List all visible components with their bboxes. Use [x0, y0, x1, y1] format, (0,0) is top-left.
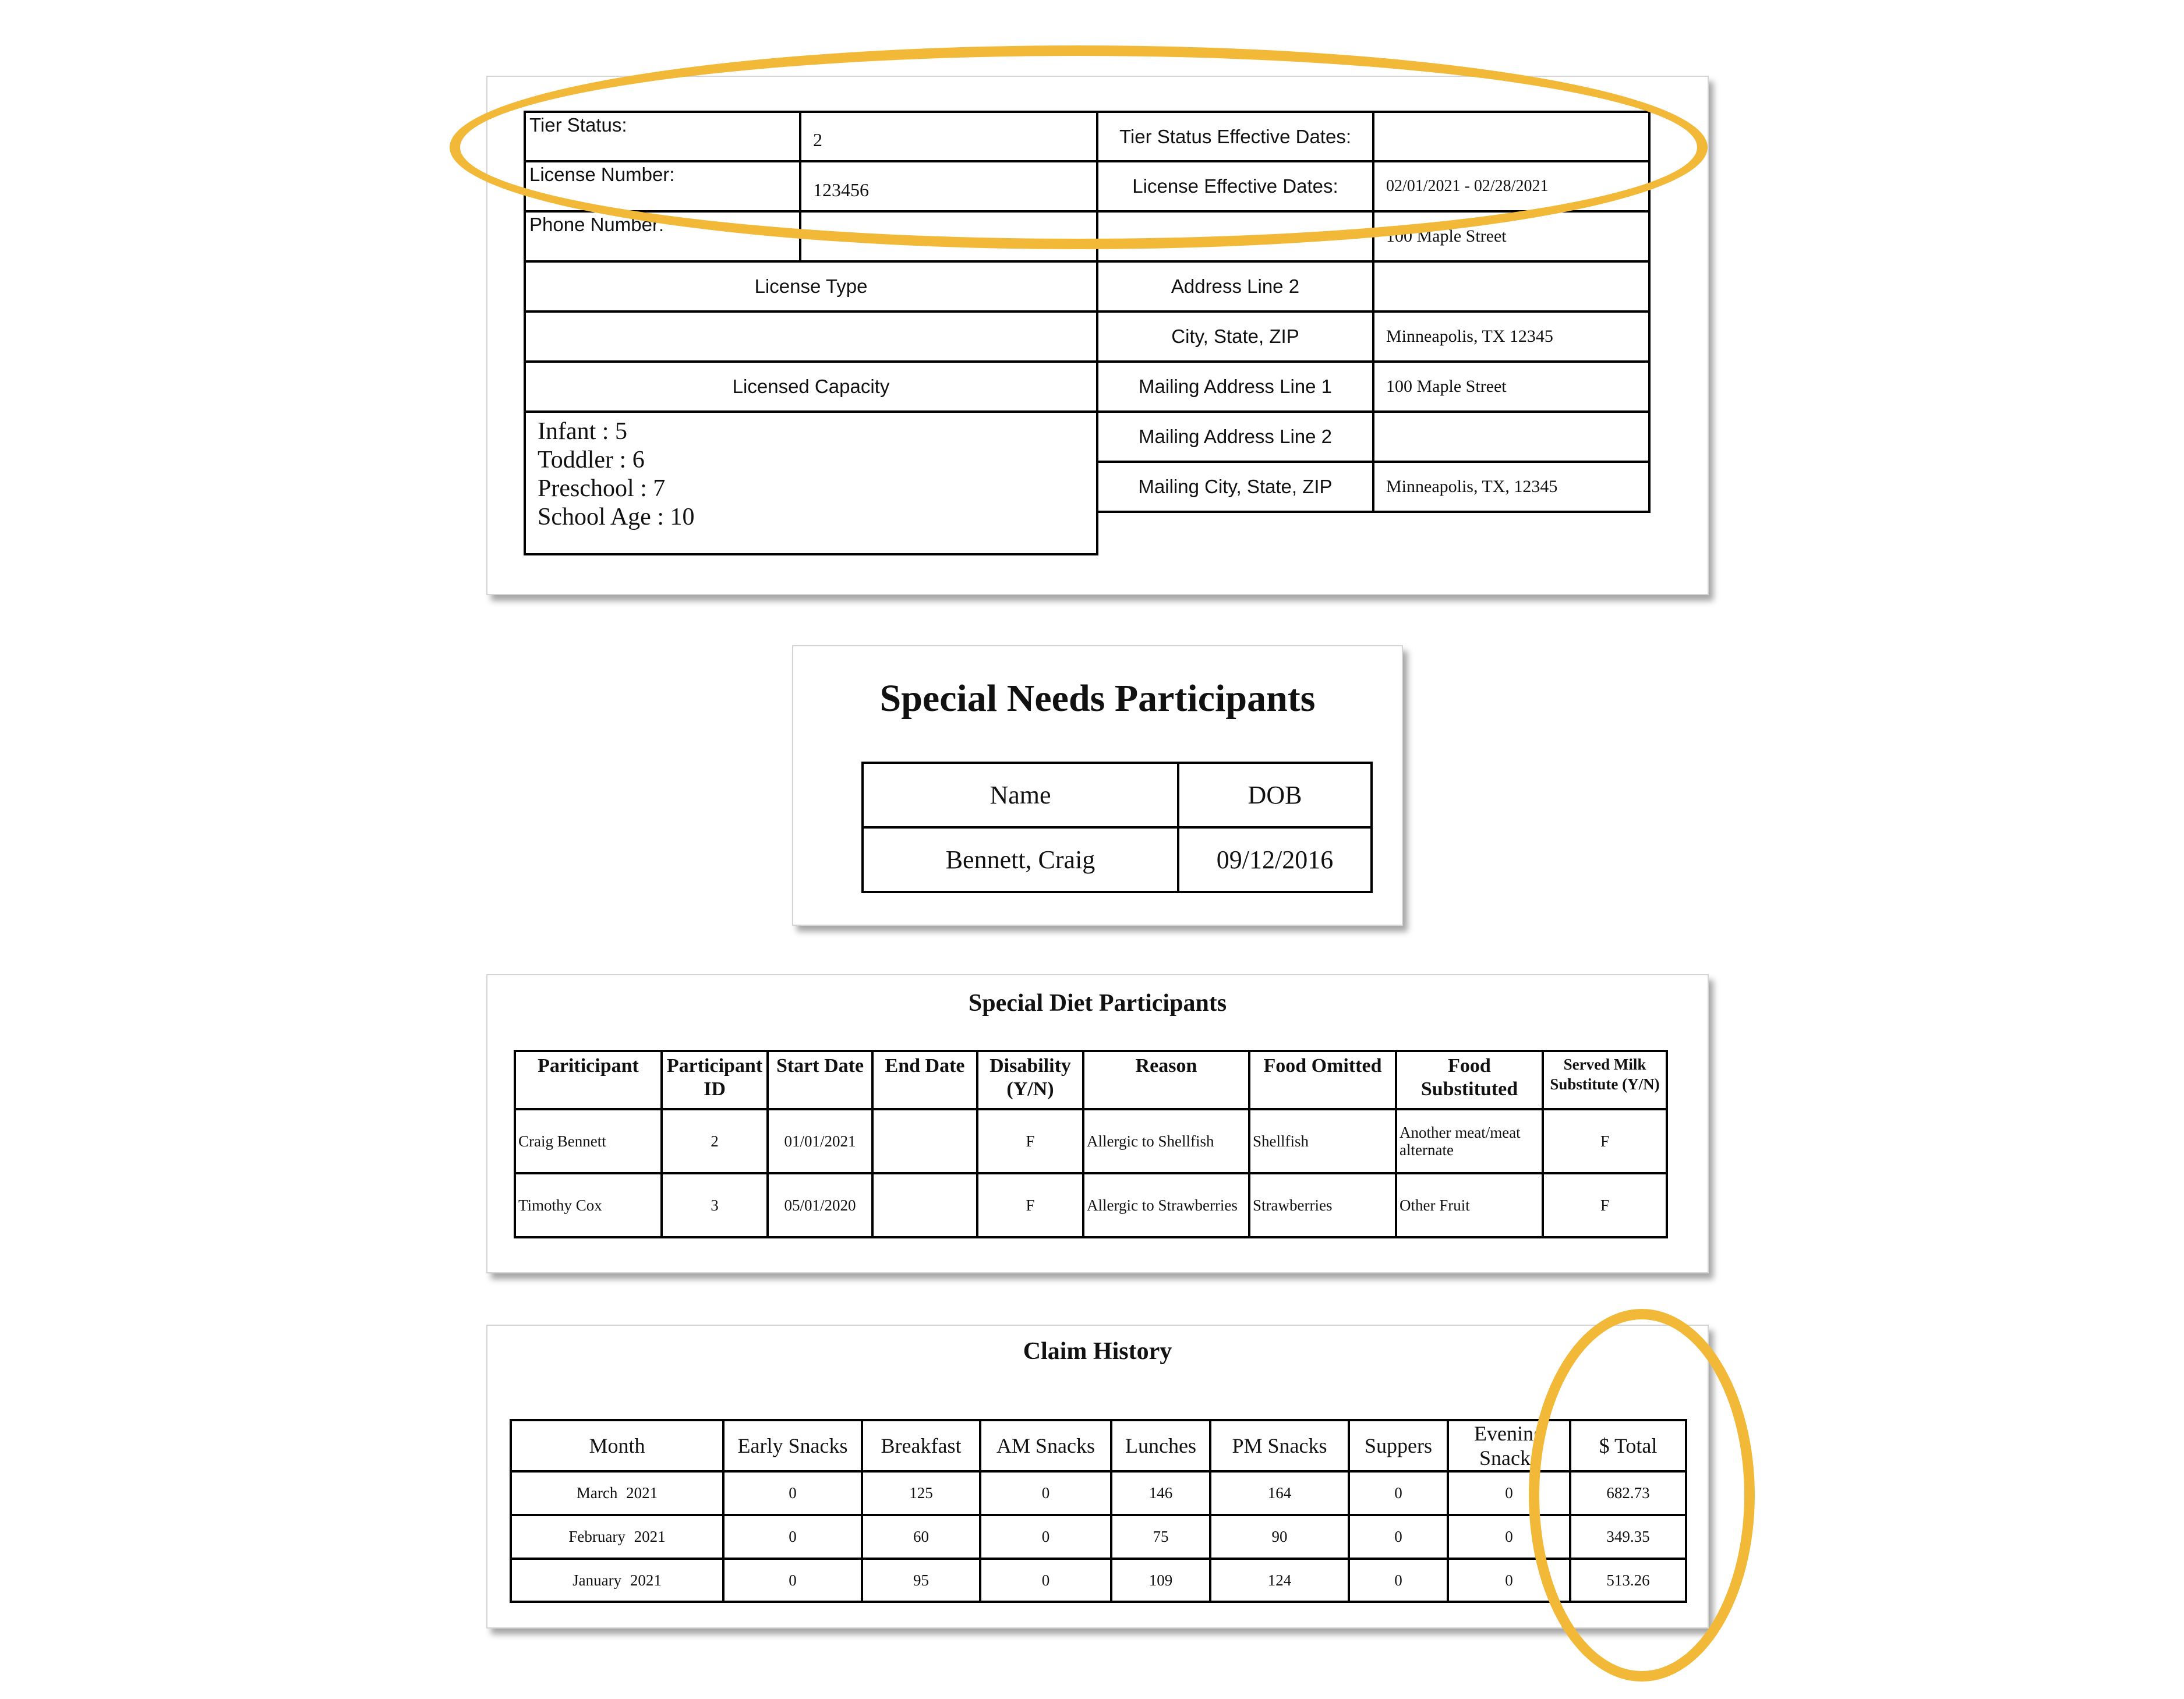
provider-info-left-table [524, 111, 1098, 555]
claim-breakfast: 60 [862, 1515, 980, 1559]
address-line1-value: 100 Maple Street [1373, 211, 1649, 261]
claim-am-snacks: 0 [980, 1559, 1111, 1602]
claim-breakfast: 125 [862, 1471, 980, 1515]
diet-food-substituted: Other Fruit [1396, 1173, 1543, 1237]
claim-month: January 2021 [511, 1559, 723, 1602]
claim-pm-snacks: 124 [1210, 1559, 1349, 1602]
diet-header-participant-id: Participant ID [662, 1051, 768, 1109]
claim-early-snacks: 0 [723, 1471, 862, 1515]
diet-header-start-date: Start Date [768, 1051, 872, 1109]
claim-early-snacks: 0 [723, 1559, 862, 1602]
diet-food-substituted: Another meat/meat alternate [1396, 1109, 1543, 1173]
table-row [511, 1559, 1686, 1602]
licensed-capacity-list [525, 412, 1097, 554]
diet-header-milk-substitute: Served Milk Substitute (Y/N) [1543, 1051, 1667, 1109]
provider-info-right-table [1096, 111, 1651, 513]
special-needs-table [861, 762, 1373, 893]
claim-header-total: $ Total [1570, 1420, 1686, 1471]
claim-lunches: 75 [1111, 1515, 1210, 1559]
claim-total: 682.73 [1570, 1471, 1686, 1515]
diet-start-date: 01/01/2021 [768, 1109, 872, 1173]
mailing-address-line2-value [1373, 412, 1649, 462]
capacity-infant: Infant : 5 [538, 418, 627, 445]
capacity-toddler: Toddler : 6 [538, 447, 645, 473]
license-effective-dates-value: 02/01/2021 - 02/28/2021 [1373, 161, 1649, 211]
mailing-city-state-zip-label: Mailing City, State, ZIP [1097, 462, 1373, 512]
claim-pm-snacks: 90 [1210, 1515, 1349, 1559]
table-row [515, 1173, 1667, 1237]
capacity-school-age: School Age : 10 [538, 504, 695, 530]
claim-evening-snacks: 0 [1448, 1471, 1570, 1515]
special-needs-header-name: Name [863, 763, 1178, 827]
diet-food-omitted: Strawberries [1249, 1173, 1396, 1237]
mailing-address-line1-label: Mailing Address Line 1 [1097, 362, 1373, 412]
licensed-capacity-label: Licensed Capacity [525, 362, 1097, 412]
claim-am-snacks: 0 [980, 1515, 1111, 1559]
diet-header-end-date: End Date [872, 1051, 977, 1109]
claim-header-breakfast: Breakfast [862, 1420, 980, 1471]
special-needs-dob: 09/12/2016 [1178, 827, 1372, 892]
license-number-label: License Number: [525, 161, 800, 211]
claim-lunches: 146 [1111, 1471, 1210, 1515]
diet-start-date: 05/01/2020 [768, 1173, 872, 1237]
diet-header-disability: Disability (Y/N) [977, 1051, 1083, 1109]
claim-suppers: 0 [1349, 1515, 1448, 1559]
claim-evening-snacks: 0 [1448, 1559, 1570, 1602]
diet-milk-substitute: F [1543, 1173, 1667, 1237]
claim-history-table [510, 1419, 1687, 1603]
phone-number-value [800, 211, 1097, 261]
table-row [515, 1109, 1667, 1173]
license-effective-dates-label: License Effective Dates: [1097, 161, 1373, 211]
special-needs-header-dob: DOB [1178, 763, 1372, 827]
claim-total: 513.26 [1570, 1559, 1686, 1602]
mailing-address-line1-value: 100 Maple Street [1373, 362, 1649, 412]
claim-header-lunches: Lunches [1111, 1420, 1210, 1471]
diet-disability: F [977, 1173, 1083, 1237]
address-line1-label [1097, 211, 1373, 261]
claim-month: February 2021 [511, 1515, 723, 1559]
claim-header-month: Month [511, 1420, 723, 1471]
diet-disability: F [977, 1109, 1083, 1173]
claim-header-evening-snacks: Evening Snacks [1448, 1420, 1570, 1471]
special-diet-table [514, 1050, 1668, 1238]
license-type-label: License Type [525, 261, 1097, 312]
diet-participant-id: 3 [662, 1173, 768, 1237]
diet-participant-id: 2 [662, 1109, 768, 1173]
claim-am-snacks: 0 [980, 1471, 1111, 1515]
special-needs-name: Bennett, Craig [863, 827, 1178, 892]
tier-effective-dates-label: Tier Status Effective Dates: [1097, 112, 1373, 161]
address-line2-value [1373, 261, 1649, 312]
table-row [863, 827, 1372, 892]
license-type-value [525, 312, 1097, 362]
special-needs-title: Special Needs Participants [879, 677, 1316, 720]
tier-effective-dates-value [1373, 112, 1649, 161]
special-needs-card [792, 645, 1403, 926]
license-number-value: 123456 [800, 161, 1097, 211]
mailing-city-state-zip-value: Minneapolis, TX, 12345 [1373, 462, 1649, 512]
special-diet-title: Special Diet Participants [968, 990, 1227, 1017]
diet-food-omitted: Shellfish [1249, 1109, 1396, 1173]
diet-milk-substitute: F [1543, 1109, 1667, 1173]
claim-early-snacks: 0 [723, 1515, 862, 1559]
diet-end-date [872, 1173, 977, 1237]
phone-number-label: Phone Number: [525, 211, 800, 261]
claim-history-card [486, 1325, 1709, 1629]
claim-total: 349.35 [1570, 1515, 1686, 1559]
address-line2-label: Address Line 2 [1097, 261, 1373, 312]
tier-status-value: 2 [800, 112, 1097, 161]
diet-header-food-substituted: Food Substituted [1396, 1051, 1543, 1109]
provider-info-card [486, 76, 1709, 595]
mailing-address-line2-label: Mailing Address Line 2 [1097, 412, 1373, 462]
claim-lunches: 109 [1111, 1559, 1210, 1602]
city-state-zip-label: City, State, ZIP [1097, 312, 1373, 362]
claim-header-am-snacks: AM Snacks [980, 1420, 1111, 1471]
table-row [511, 1471, 1686, 1515]
diet-end-date [872, 1109, 977, 1173]
claim-suppers: 0 [1349, 1471, 1448, 1515]
claim-month: March 2021 [511, 1471, 723, 1515]
diet-header-participant: Pariticipant [515, 1051, 662, 1109]
claim-evening-snacks: 0 [1448, 1515, 1570, 1559]
claim-header-suppers: Suppers [1349, 1420, 1448, 1471]
diet-header-food-omitted: Food Omitted [1249, 1051, 1396, 1109]
claim-breakfast: 95 [862, 1559, 980, 1602]
claim-history-title: Claim History [1023, 1338, 1172, 1365]
diet-reason: Allergic to Shellfish [1083, 1109, 1249, 1173]
tier-status-label: Tier Status: [525, 112, 800, 161]
claim-header-pm-snacks: PM Snacks [1210, 1420, 1349, 1471]
capacity-preschool: Preschool : 7 [538, 475, 666, 502]
diet-participant: Craig Bennett [515, 1109, 662, 1173]
city-state-zip-value: Minneapolis, TX 12345 [1373, 312, 1649, 362]
table-row [511, 1515, 1686, 1559]
claim-header-early-snacks: Early Snacks [723, 1420, 862, 1471]
diet-participant: Timothy Cox [515, 1173, 662, 1237]
claim-suppers: 0 [1349, 1559, 1448, 1602]
diet-reason: Allergic to Strawberries [1083, 1173, 1249, 1237]
special-diet-card [486, 974, 1709, 1273]
diet-header-reason: Reason [1083, 1051, 1249, 1109]
claim-pm-snacks: 164 [1210, 1471, 1349, 1515]
